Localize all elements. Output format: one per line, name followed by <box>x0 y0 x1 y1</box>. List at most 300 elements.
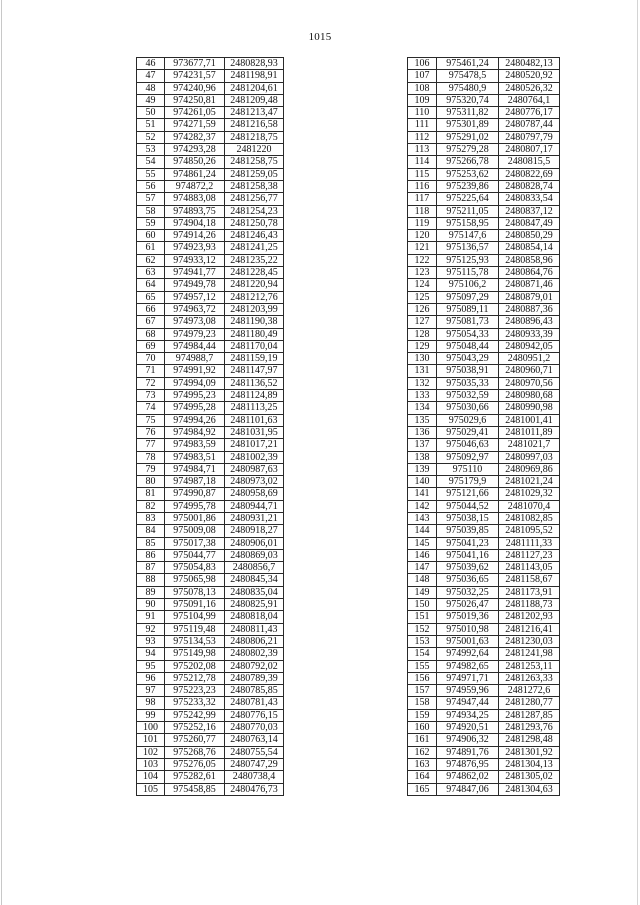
point-number-cell: 87 <box>137 562 165 574</box>
y-coordinate-cell: 2480776,17 <box>499 107 560 119</box>
y-coordinate-cell: 2480802,39 <box>225 648 284 660</box>
table-row <box>137 94 284 106</box>
table-row <box>408 180 560 192</box>
point-number-cell: 102 <box>137 746 165 758</box>
table-row <box>408 328 560 340</box>
y-coordinate-cell: 2481029,32 <box>499 488 560 500</box>
x-coordinate-cell: 974904,18 <box>165 217 225 229</box>
x-coordinate-cell: 974994,26 <box>165 414 225 426</box>
y-coordinate-cell: 2480973,02 <box>225 476 284 488</box>
point-number-cell: 149 <box>408 586 437 598</box>
y-coordinate-cell: 2481250,78 <box>225 217 284 229</box>
table-row <box>408 107 560 119</box>
y-coordinate-cell: 2480854,14 <box>499 242 560 254</box>
y-coordinate-cell: 2480990,98 <box>499 402 560 414</box>
x-coordinate-cell: 975106,2 <box>437 279 499 291</box>
table-row <box>137 131 284 143</box>
y-coordinate-cell: 2480942,05 <box>499 340 560 352</box>
table-row <box>137 746 284 758</box>
point-number-cell: 82 <box>137 500 165 512</box>
table-row <box>408 58 560 70</box>
x-coordinate-cell: 974850,26 <box>165 156 225 168</box>
x-coordinate-cell: 975048,44 <box>437 340 499 352</box>
point-number-cell: 139 <box>408 463 437 475</box>
x-coordinate-cell: 975046,63 <box>437 439 499 451</box>
x-coordinate-cell: 975279,28 <box>437 144 499 156</box>
table-row <box>408 402 560 414</box>
point-number-cell: 101 <box>137 734 165 746</box>
table-row <box>137 328 284 340</box>
x-coordinate-cell: 974994,09 <box>165 377 225 389</box>
table-row <box>408 303 560 315</box>
y-coordinate-cell: 2480763,14 <box>225 734 284 746</box>
y-coordinate-cell: 2480520,92 <box>499 70 560 82</box>
y-coordinate-cell: 2480806,21 <box>225 635 284 647</box>
point-number-cell: 131 <box>408 365 437 377</box>
x-coordinate-cell: 974992,64 <box>437 648 499 660</box>
table-row <box>137 537 284 549</box>
y-coordinate-cell: 2481001,41 <box>499 414 560 426</box>
point-number-cell: 164 <box>408 771 437 783</box>
table-row <box>137 599 284 611</box>
table-row <box>408 193 560 205</box>
table-row <box>408 365 560 377</box>
point-number-cell: 113 <box>408 144 437 156</box>
y-coordinate-cell: 2481173,91 <box>499 586 560 598</box>
table-row <box>408 242 560 254</box>
y-coordinate-cell: 2481095,52 <box>499 525 560 537</box>
y-coordinate-cell: 2481256,77 <box>225 193 284 205</box>
table-row <box>408 254 560 266</box>
y-coordinate-cell: 2481241,25 <box>225 242 284 254</box>
x-coordinate-cell: 974971,71 <box>437 672 499 684</box>
point-number-cell: 112 <box>408 131 437 143</box>
table-row <box>137 685 284 697</box>
table-row <box>408 291 560 303</box>
point-number-cell: 96 <box>137 672 165 684</box>
point-number-cell: 70 <box>137 353 165 365</box>
table-row <box>137 426 284 438</box>
x-coordinate-cell: 974862,02 <box>437 771 499 783</box>
table-row <box>408 697 560 709</box>
point-number-cell: 58 <box>137 205 165 217</box>
point-number-cell: 155 <box>408 660 437 672</box>
y-coordinate-cell: 2481216,58 <box>225 119 284 131</box>
x-coordinate-cell: 974923,93 <box>165 242 225 254</box>
table-row <box>137 205 284 217</box>
table-row <box>137 611 284 623</box>
y-coordinate-cell: 2480869,03 <box>225 549 284 561</box>
point-number-cell: 158 <box>408 697 437 709</box>
x-coordinate-cell: 975136,57 <box>437 242 499 254</box>
y-coordinate-cell: 2480871,46 <box>499 279 560 291</box>
x-coordinate-cell: 975001,63 <box>437 635 499 647</box>
point-number-cell: 50 <box>137 107 165 119</box>
x-coordinate-cell: 974933,12 <box>165 254 225 266</box>
y-coordinate-cell: 2481170,04 <box>225 340 284 352</box>
x-coordinate-cell: 975065,98 <box>165 574 225 586</box>
table-row <box>137 697 284 709</box>
x-coordinate-cell: 974983,51 <box>165 451 225 463</box>
y-coordinate-cell: 2481241,98 <box>499 648 560 660</box>
x-coordinate-cell: 974282,37 <box>165 131 225 143</box>
table-row <box>408 439 560 451</box>
x-coordinate-cell: 975225,64 <box>437 193 499 205</box>
point-number-cell: 49 <box>137 94 165 106</box>
y-coordinate-cell: 2480818,04 <box>225 611 284 623</box>
table-row <box>408 562 560 574</box>
point-number-cell: 77 <box>137 439 165 451</box>
table-row <box>137 525 284 537</box>
y-coordinate-cell: 2480825,91 <box>225 599 284 611</box>
x-coordinate-cell: 974240,96 <box>165 82 225 94</box>
x-coordinate-cell: 974988,7 <box>165 353 225 365</box>
point-number-cell: 93 <box>137 635 165 647</box>
table-row <box>408 426 560 438</box>
table-row <box>137 230 284 242</box>
y-coordinate-cell: 2480837,12 <box>499 205 560 217</box>
x-coordinate-cell: 975038,15 <box>437 512 499 524</box>
point-number-cell: 154 <box>408 648 437 660</box>
x-coordinate-cell: 973677,71 <box>165 58 225 70</box>
table-row <box>408 168 560 180</box>
table-row <box>137 709 284 721</box>
point-number-cell: 156 <box>408 672 437 684</box>
y-coordinate-cell: 2481124,89 <box>225 390 284 402</box>
point-number-cell: 135 <box>408 414 437 426</box>
table-row <box>137 242 284 254</box>
table-row <box>408 685 560 697</box>
point-number-cell: 104 <box>137 771 165 783</box>
x-coordinate-cell: 975147,6 <box>437 230 499 242</box>
y-coordinate-cell: 2481235,22 <box>225 254 284 266</box>
table-row <box>137 574 284 586</box>
point-number-cell: 140 <box>408 476 437 488</box>
point-number-cell: 109 <box>408 94 437 106</box>
point-number-cell: 134 <box>408 402 437 414</box>
table-row <box>137 365 284 377</box>
table-row <box>137 635 284 647</box>
point-number-cell: 118 <box>408 205 437 217</box>
point-number-cell: 121 <box>408 242 437 254</box>
y-coordinate-cell: 2480807,17 <box>499 144 560 156</box>
point-number-cell: 66 <box>137 303 165 315</box>
y-coordinate-cell: 2481198,91 <box>225 70 284 82</box>
y-coordinate-cell: 2481263,33 <box>499 672 560 684</box>
x-coordinate-cell: 974893,75 <box>165 205 225 217</box>
point-number-cell: 165 <box>408 783 437 795</box>
point-number-cell: 142 <box>408 500 437 512</box>
table-row <box>408 488 560 500</box>
x-coordinate-cell: 975202,08 <box>165 660 225 672</box>
y-coordinate-cell: 2481258,75 <box>225 156 284 168</box>
table-row <box>408 82 560 94</box>
point-number-cell: 46 <box>137 58 165 70</box>
table-row <box>137 758 284 770</box>
y-coordinate-cell: 2480789,39 <box>225 672 284 684</box>
x-coordinate-cell: 975036,65 <box>437 574 499 586</box>
y-coordinate-cell: 2480738,4 <box>225 771 284 783</box>
point-number-cell: 100 <box>137 722 165 734</box>
y-coordinate-cell: 2481293,76 <box>499 722 560 734</box>
y-coordinate-cell: 2480864,76 <box>499 267 560 279</box>
x-coordinate-cell: 975009,08 <box>165 525 225 537</box>
x-coordinate-cell: 974920,51 <box>437 722 499 734</box>
y-coordinate-cell: 2481021,24 <box>499 476 560 488</box>
table-row <box>137 279 284 291</box>
table-row <box>408 205 560 217</box>
y-coordinate-cell: 2481070,4 <box>499 500 560 512</box>
x-coordinate-cell: 975054,83 <box>165 562 225 574</box>
x-coordinate-cell: 975041,16 <box>437 549 499 561</box>
table-row <box>137 168 284 180</box>
y-coordinate-cell: 2480896,43 <box>499 316 560 328</box>
y-coordinate-cell: 2480933,39 <box>499 328 560 340</box>
table-row <box>408 353 560 365</box>
point-number-cell: 143 <box>408 512 437 524</box>
table-row <box>137 402 284 414</box>
y-coordinate-cell: 2481031,95 <box>225 426 284 438</box>
x-coordinate-cell: 975010,98 <box>437 623 499 635</box>
y-coordinate-cell: 2481101,63 <box>225 414 284 426</box>
table-row <box>137 463 284 475</box>
y-coordinate-cell: 2481280,77 <box>499 697 560 709</box>
table-row <box>408 635 560 647</box>
point-number-cell: 51 <box>137 119 165 131</box>
point-number-cell: 125 <box>408 291 437 303</box>
y-coordinate-cell: 2481212,76 <box>225 291 284 303</box>
x-coordinate-cell: 975179,9 <box>437 476 499 488</box>
table-row <box>408 758 560 770</box>
y-coordinate-cell: 2481298,48 <box>499 734 560 746</box>
y-coordinate-cell: 2481230,03 <box>499 635 560 647</box>
point-number-cell: 64 <box>137 279 165 291</box>
point-number-cell: 81 <box>137 488 165 500</box>
y-coordinate-cell: 2480776,15 <box>225 709 284 721</box>
table-row <box>408 230 560 242</box>
table-row <box>137 722 284 734</box>
y-coordinate-cell: 2481304,63 <box>499 783 560 795</box>
table-row <box>137 144 284 156</box>
point-number-cell: 145 <box>408 537 437 549</box>
y-coordinate-cell: 2481021,7 <box>499 439 560 451</box>
point-number-cell: 97 <box>137 685 165 697</box>
y-coordinate-cell: 2480764,1 <box>499 94 560 106</box>
x-coordinate-cell: 975039,62 <box>437 562 499 574</box>
x-coordinate-cell: 974963,72 <box>165 303 225 315</box>
y-coordinate-cell: 2480815,5 <box>499 156 560 168</box>
table-row <box>137 70 284 82</box>
point-number-cell: 129 <box>408 340 437 352</box>
y-coordinate-cell: 2481127,23 <box>499 549 560 561</box>
point-number-cell: 69 <box>137 340 165 352</box>
point-number-cell: 84 <box>137 525 165 537</box>
x-coordinate-cell: 974979,23 <box>165 328 225 340</box>
y-coordinate-cell: 2480858,96 <box>499 254 560 266</box>
point-number-cell: 60 <box>137 230 165 242</box>
table-row <box>408 771 560 783</box>
point-number-cell: 68 <box>137 328 165 340</box>
y-coordinate-cell: 2480931,21 <box>225 512 284 524</box>
table-row <box>408 94 560 106</box>
x-coordinate-cell: 975125,93 <box>437 254 499 266</box>
x-coordinate-cell: 975320,74 <box>437 94 499 106</box>
point-number-cell: 48 <box>137 82 165 94</box>
x-coordinate-cell: 975121,66 <box>437 488 499 500</box>
y-coordinate-cell: 2480850,29 <box>499 230 560 242</box>
x-coordinate-cell: 975032,25 <box>437 586 499 598</box>
x-coordinate-cell: 975119,48 <box>165 623 225 635</box>
table-row <box>137 476 284 488</box>
point-number-cell: 127 <box>408 316 437 328</box>
x-coordinate-cell: 975097,29 <box>437 291 499 303</box>
x-coordinate-cell: 974959,96 <box>437 685 499 697</box>
table-row <box>408 746 560 758</box>
x-coordinate-cell: 975035,33 <box>437 377 499 389</box>
x-coordinate-cell: 975211,05 <box>437 205 499 217</box>
x-coordinate-cell: 974995,23 <box>165 390 225 402</box>
x-coordinate-cell: 975252,16 <box>165 722 225 734</box>
point-number-cell: 111 <box>408 119 437 131</box>
x-coordinate-cell: 974990,87 <box>165 488 225 500</box>
x-coordinate-cell: 974906,32 <box>437 734 499 746</box>
table-row <box>408 217 560 229</box>
y-coordinate-cell: 2480980,68 <box>499 390 560 402</box>
table-row <box>137 390 284 402</box>
table-row <box>137 488 284 500</box>
point-number-cell: 89 <box>137 586 165 598</box>
point-number-cell: 71 <box>137 365 165 377</box>
x-coordinate-cell: 974293,28 <box>165 144 225 156</box>
x-coordinate-cell: 974987,18 <box>165 476 225 488</box>
table-row <box>408 599 560 611</box>
table-row <box>137 377 284 389</box>
point-number-cell: 98 <box>137 697 165 709</box>
y-coordinate-cell: 2481188,73 <box>499 599 560 611</box>
y-coordinate-cell: 2481253,11 <box>499 660 560 672</box>
point-number-cell: 47 <box>137 70 165 82</box>
x-coordinate-cell: 974973,08 <box>165 316 225 328</box>
table-row <box>137 303 284 315</box>
point-number-cell: 157 <box>408 685 437 697</box>
x-coordinate-cell: 974982,65 <box>437 660 499 672</box>
point-number-cell: 55 <box>137 168 165 180</box>
x-coordinate-cell: 975301,89 <box>437 119 499 131</box>
table-row <box>137 291 284 303</box>
y-coordinate-cell: 2480828,93 <box>225 58 284 70</box>
y-coordinate-cell: 2480822,69 <box>499 168 560 180</box>
point-number-cell: 75 <box>137 414 165 426</box>
y-coordinate-cell: 2481111,33 <box>499 537 560 549</box>
point-number-cell: 146 <box>408 549 437 561</box>
table-row <box>408 525 560 537</box>
y-coordinate-cell: 2481209,48 <box>225 94 284 106</box>
y-coordinate-cell: 2480887,36 <box>499 303 560 315</box>
y-coordinate-cell: 2481218,75 <box>225 131 284 143</box>
page-number: 1015 <box>308 31 332 43</box>
y-coordinate-cell: 2480833,54 <box>499 193 560 205</box>
y-coordinate-cell: 2480906,01 <box>225 537 284 549</box>
x-coordinate-cell: 974941,77 <box>165 267 225 279</box>
point-number-cell: 67 <box>137 316 165 328</box>
point-number-cell: 138 <box>408 451 437 463</box>
table-row <box>408 340 560 352</box>
table-row <box>137 672 284 684</box>
point-number-cell: 61 <box>137 242 165 254</box>
point-number-cell: 106 <box>408 58 437 70</box>
y-coordinate-cell: 2481180,49 <box>225 328 284 340</box>
x-coordinate-cell: 975041,23 <box>437 537 499 549</box>
table-row <box>137 156 284 168</box>
y-coordinate-cell: 2480770,03 <box>225 722 284 734</box>
table-row <box>408 267 560 279</box>
table-row <box>137 549 284 561</box>
y-coordinate-cell: 2481002,39 <box>225 451 284 463</box>
x-coordinate-cell: 975029,41 <box>437 426 499 438</box>
x-coordinate-cell: 975276,05 <box>165 758 225 770</box>
point-number-cell: 95 <box>137 660 165 672</box>
x-coordinate-cell: 975311,82 <box>437 107 499 119</box>
x-coordinate-cell: 975110 <box>437 463 499 475</box>
x-coordinate-cell: 975054,33 <box>437 328 499 340</box>
scan-edge-left <box>1 0 2 905</box>
point-number-cell: 73 <box>137 390 165 402</box>
coordinates-table-left <box>136 57 284 796</box>
x-coordinate-cell: 974995,78 <box>165 500 225 512</box>
table-row <box>408 144 560 156</box>
table-row <box>408 709 560 721</box>
point-number-cell: 120 <box>408 230 437 242</box>
y-coordinate-cell: 2480958,69 <box>225 488 284 500</box>
table-row <box>408 586 560 598</box>
y-coordinate-cell: 2480482,13 <box>499 58 560 70</box>
table-row <box>408 500 560 512</box>
point-number-cell: 122 <box>408 254 437 266</box>
y-coordinate-cell: 2480792,02 <box>225 660 284 672</box>
x-coordinate-cell: 974984,44 <box>165 340 225 352</box>
x-coordinate-cell: 975017,38 <box>165 537 225 549</box>
y-coordinate-cell: 2480960,71 <box>499 365 560 377</box>
x-coordinate-cell: 974261,05 <box>165 107 225 119</box>
x-coordinate-cell: 974983,59 <box>165 439 225 451</box>
x-coordinate-cell: 975212,78 <box>165 672 225 684</box>
x-coordinate-cell: 975043,29 <box>437 353 499 365</box>
point-number-cell: 148 <box>408 574 437 586</box>
point-number-cell: 144 <box>408 525 437 537</box>
point-number-cell: 83 <box>137 512 165 524</box>
y-coordinate-cell: 2480835,04 <box>225 586 284 598</box>
point-number-cell: 161 <box>408 734 437 746</box>
point-number-cell: 79 <box>137 463 165 475</box>
x-coordinate-cell: 975091,16 <box>165 599 225 611</box>
y-coordinate-cell: 2481190,38 <box>225 316 284 328</box>
coordinates-table-left-body <box>137 58 284 796</box>
x-coordinate-cell: 974957,12 <box>165 291 225 303</box>
table-row <box>137 82 284 94</box>
x-coordinate-cell: 975223,23 <box>165 685 225 697</box>
y-coordinate-cell: 2480476,73 <box>225 783 284 795</box>
y-coordinate-cell: 2480856,7 <box>225 562 284 574</box>
x-coordinate-cell: 975044,52 <box>437 500 499 512</box>
point-number-cell: 88 <box>137 574 165 586</box>
table-row <box>137 734 284 746</box>
x-coordinate-cell: 975253,62 <box>437 168 499 180</box>
x-coordinate-cell: 974872,2 <box>165 180 225 192</box>
y-coordinate-cell: 2480755,54 <box>225 746 284 758</box>
table-row <box>408 316 560 328</box>
y-coordinate-cell: 2481220 <box>225 144 284 156</box>
y-coordinate-cell: 2481203,99 <box>225 303 284 315</box>
